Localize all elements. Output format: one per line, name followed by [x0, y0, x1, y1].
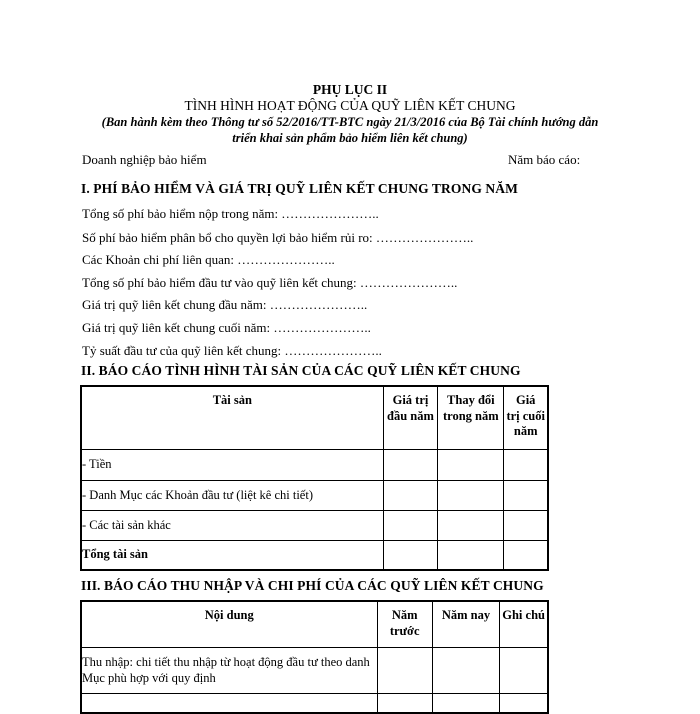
header-change: Thay đổi trong năm: [438, 386, 504, 449]
section1-line: Tổng số phí bảo hiểm nộp trong năm: …………………..: [82, 206, 379, 221]
section1-line: Giá trị quỹ liên kết chung cuối năm: …………………..: [82, 320, 371, 335]
assets-table: [80, 385, 549, 571]
table-row: [81, 693, 548, 713]
section1-line: Tỷ suất đầu tư của quỹ liên kết chung: …………………..: [82, 343, 382, 358]
table-row: [81, 480, 548, 510]
company-label: Doanh nghiệp bảo hiểm: [82, 152, 207, 167]
row-label: - Các tài sản khác: [81, 510, 383, 540]
section1-line: Giá trị quỹ liên kết chung đầu năm: …………………..: [82, 297, 368, 312]
appendix-title: PHỤ LỤC II: [312, 82, 388, 97]
section3-heading: III. BÁO CÁO THU NHẬP VÀ CHI PHÍ CỦA CÁC QUỸ LIÊN KẾT CHUNG: [81, 578, 544, 593]
legal-note-line2: triển khai sản phẩm bảo hiểm liên kết chung): [232, 131, 468, 145]
section1-heading: I. PHÍ BẢO HIỂM VÀ GIÁ TRỊ QUỸ LIÊN KẾT CHUNG TRONG NĂM: [81, 181, 518, 196]
table-row: [81, 510, 548, 540]
section1-line: Số phí bảo hiểm phân bổ cho quyền lợi bảo hiểm rủi ro: …………………..: [82, 230, 474, 245]
row-label: Thu nhập: chi tiết thu nhập từ hoạt động đầu tư theo danh Mục phù hợp với quy định: [81, 647, 377, 693]
header-assets: Tài sản: [81, 386, 383, 449]
legal-note-line1: (Ban hành kèm theo Thông tư số 52/2016/TT-BTC ngày 21/3/2016 của Bộ Tài chính hướng dẫn: [101, 115, 599, 129]
appendix-subtitle: TÌNH HÌNH HOẠT ĐỘNG CỦA QUỸ LIÊN KẾT CHUNG: [184, 98, 516, 113]
income-table-header: [81, 601, 548, 647]
header-this-year: Năm nay: [432, 601, 499, 647]
assets-table-header: [81, 386, 548, 449]
header-prev-year: Năm trước: [377, 601, 432, 647]
row-label: - Danh Mục các Khoản đầu tư (liệt kê chi tiết): [81, 480, 383, 510]
table-row: [81, 449, 548, 480]
header-end-value: Giá trị cuối năm: [504, 386, 548, 449]
section2-heading: II. BÁO CÁO TÌNH HÌNH TÀI SẢN CỦA CÁC QUỸ LIÊN KẾT CHUNG: [81, 363, 521, 378]
table-row: [81, 540, 548, 570]
row-label: - Tiền: [81, 449, 383, 480]
header-content: Nội dung: [81, 601, 377, 647]
section1-line: Các Khoản chi phí liên quan: …………………..: [82, 252, 335, 267]
table-row: [81, 647, 548, 693]
section1-line: Tổng số phí bảo hiểm đầu tư vào quỹ liên kết chung: …………………..: [82, 275, 458, 290]
row-label-total: Tổng tài sản: [81, 540, 383, 570]
report-year-label: Năm báo cáo:: [508, 152, 581, 167]
header-notes: Ghi chú: [500, 601, 548, 647]
header-start-value: Giá trị đầu năm: [383, 386, 438, 449]
income-table: [80, 600, 549, 714]
